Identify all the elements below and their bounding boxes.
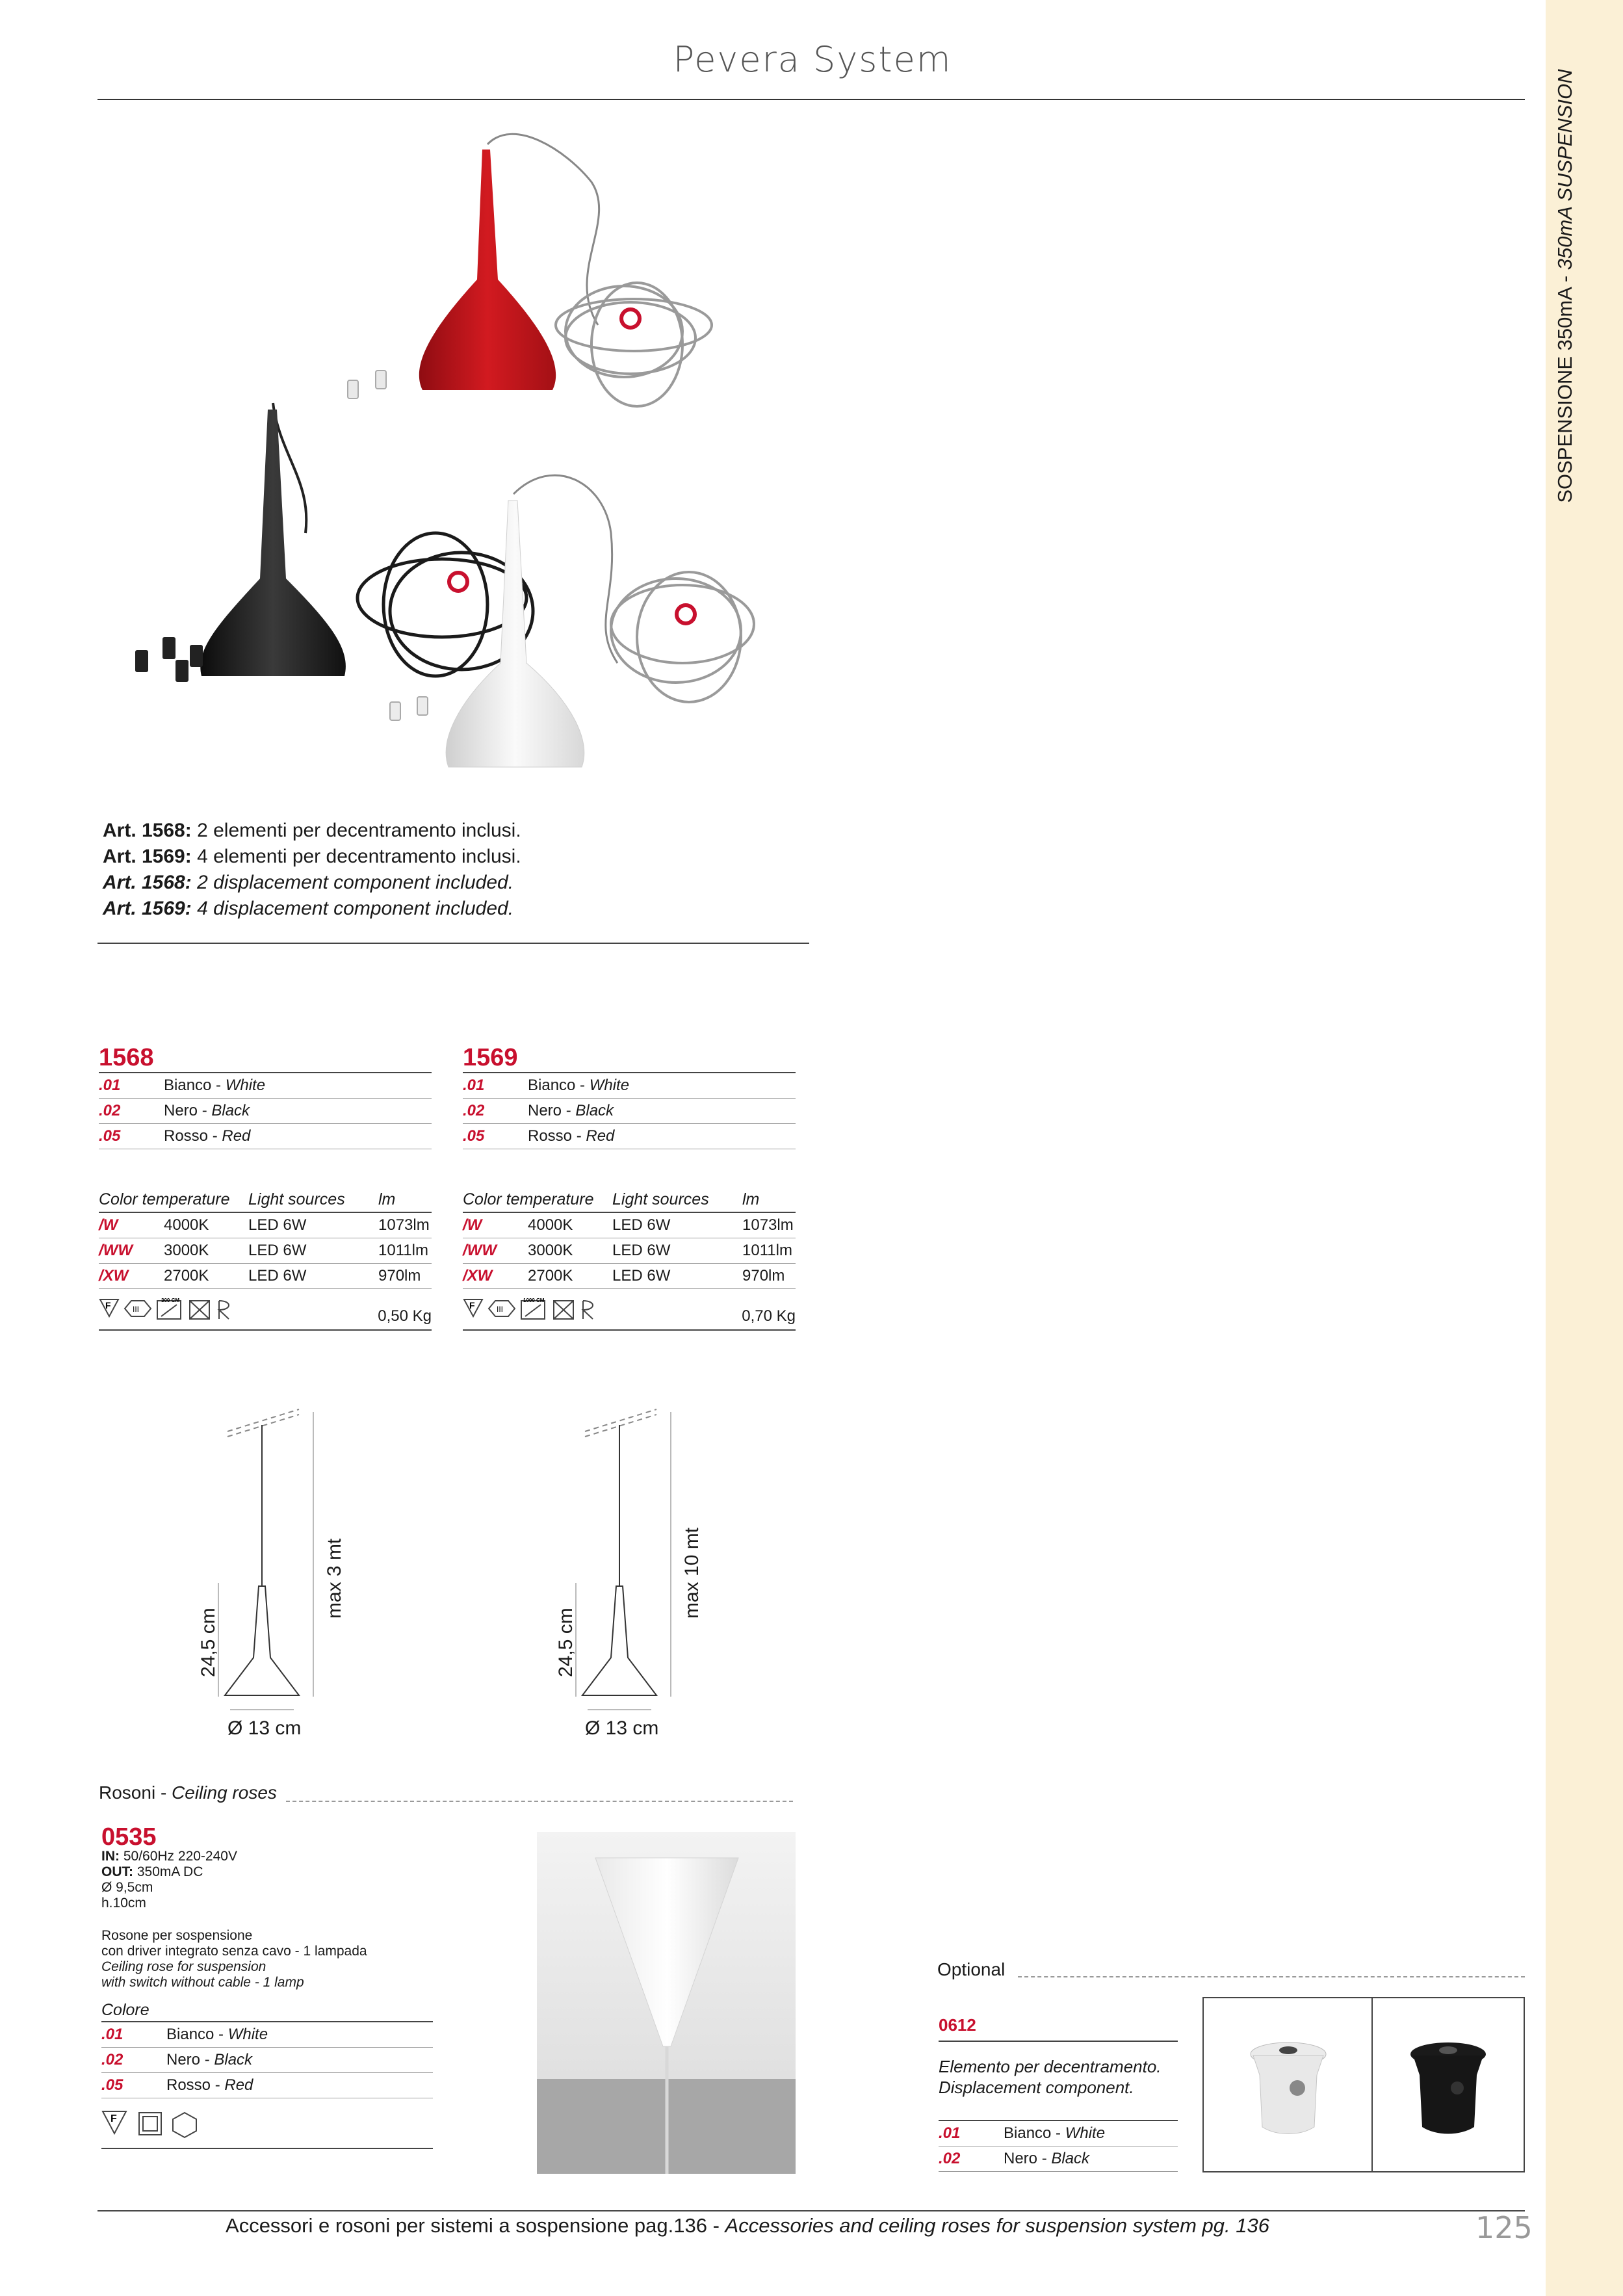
white-displacement-photo bbox=[1202, 1997, 1374, 2172]
spec-diameter: Ø 9,5cm bbox=[101, 1880, 153, 1895]
table-row: .02 Nero - Black bbox=[101, 2048, 433, 2073]
table-row: .05 Rosso - Red bbox=[101, 2073, 433, 2098]
table-row: .01 Bianco - White bbox=[939, 2121, 1178, 2146]
note-line: Art. 1569: 4 displacement component included. bbox=[103, 898, 514, 919]
page-title: Pevera System bbox=[673, 39, 952, 80]
rosoni-section-label: Rosoni - Ceiling roses bbox=[99, 1782, 277, 1803]
product-code: 1569 bbox=[463, 1044, 518, 1071]
black-displacement-photo bbox=[1371, 1997, 1525, 2172]
footer-rule bbox=[97, 2210, 1525, 2211]
svg-text:F: F bbox=[110, 2113, 117, 2124]
cable-length-label: 300 CM bbox=[161, 1298, 180, 1303]
optional-0612 bbox=[939, 2015, 1178, 2172]
dimension-drawing-1568 bbox=[169, 1398, 364, 1742]
product-code: 0535 bbox=[101, 1823, 157, 1851]
article-notes bbox=[103, 818, 818, 922]
color-table bbox=[939, 2121, 1178, 2172]
table-row: .02 Nero - Black bbox=[939, 2146, 1178, 2172]
dimension-drawing-1569 bbox=[526, 1398, 721, 1742]
table-row: .05 Rosso - Red bbox=[99, 1124, 432, 1149]
table-row: .01 Bianco - White bbox=[99, 1073, 432, 1099]
dim-height-label: 24,5 cm bbox=[198, 1608, 219, 1677]
desc-en: Ceiling rose for suspension bbox=[101, 1959, 266, 1974]
dim-height-label: 24,5 cm bbox=[555, 1608, 577, 1677]
certification-icons bbox=[101, 2110, 231, 2140]
note-line: Art. 1568: 2 elementi per decentramento inclusi. bbox=[103, 820, 521, 841]
table-row: /WW 3000K LED 6W 1011lm bbox=[463, 1238, 796, 1264]
product-1568 bbox=[99, 1044, 432, 1331]
ceiling-rose-photo bbox=[537, 1832, 796, 2174]
color-table bbox=[101, 2022, 433, 2098]
certification-icons bbox=[463, 1298, 645, 1324]
optional-rule bbox=[1018, 1976, 1525, 1977]
cable-coil-2 bbox=[611, 572, 754, 702]
black-lamp bbox=[200, 403, 346, 676]
svg-text:III: III bbox=[497, 1305, 504, 1314]
svg-text:F: F bbox=[105, 1300, 111, 1311]
product-photo bbox=[97, 130, 799, 787]
table-row: /XW 2700K LED 6W 970lm bbox=[99, 1264, 432, 1289]
svg-text:F: F bbox=[469, 1300, 475, 1311]
table-row: .05 Rosso - Red bbox=[463, 1124, 796, 1149]
desc-it: Elemento per decentramento. bbox=[939, 2057, 1162, 2076]
desc-it: Rosone per sospensione bbox=[101, 1928, 253, 1943]
note-line: Art. 1568: 2 displacement component included. bbox=[103, 872, 514, 893]
color-table bbox=[99, 1073, 432, 1149]
table-row: /W 4000K LED 6W 1073lm bbox=[99, 1212, 432, 1238]
intro-rule bbox=[97, 943, 809, 944]
cert-row bbox=[101, 2098, 433, 2149]
desc-en: Displacement component. bbox=[939, 2078, 1134, 2097]
table-header: Color temperature Light sources lm bbox=[99, 1187, 432, 1212]
product-code: 0612 bbox=[939, 2015, 1178, 2042]
svg-text:III: III bbox=[133, 1305, 140, 1314]
spec-in: IN: 50/60Hz 220-240V bbox=[101, 1849, 237, 1864]
cable-coil bbox=[556, 283, 712, 406]
rosone-0535 bbox=[101, 1825, 433, 2149]
table-row: /W 4000K LED 6W 1073lm bbox=[463, 1212, 796, 1238]
weight: 0,50 Kg bbox=[378, 1307, 432, 1325]
cable-length-label: 1000 CM bbox=[523, 1298, 545, 1303]
spec-out: OUT: 350mA DC bbox=[101, 1864, 203, 1879]
footer-text: Accessori e rosoni per sistemi a sospensione pag.136 - Accessories and ceiling roses for suspension system pg. 136 bbox=[226, 2214, 1269, 2237]
page-number: 125 bbox=[1475, 2210, 1533, 2245]
cert-row bbox=[99, 1289, 432, 1331]
table-row: /XW 2700K LED 6W 970lm bbox=[463, 1264, 796, 1289]
header-rule bbox=[97, 99, 1525, 100]
desc-it: con driver integrato senza cavo - 1 lampada bbox=[101, 1944, 367, 1959]
note-line: Art. 1569: 4 elementi per decentramento inclusi. bbox=[103, 846, 521, 867]
optional-label: Optional bbox=[937, 1959, 1006, 1979]
dim-diameter-label: Ø 13 cm bbox=[227, 1717, 302, 1739]
table-header: Color temperature Light sources lm bbox=[463, 1187, 796, 1212]
black-pegs bbox=[135, 637, 203, 682]
spec-table bbox=[463, 1187, 796, 1289]
weight: 0,70 Kg bbox=[742, 1307, 796, 1325]
sidebar-label: SOSPENSIONE 350mA - 350mA SUSPENSION bbox=[1553, 69, 1576, 503]
color-table bbox=[463, 1073, 796, 1149]
table-row: .01 Bianco - White bbox=[101, 2022, 433, 2048]
dim-length-label: max 3 mt bbox=[324, 1538, 345, 1619]
dim-length-label: max 10 mt bbox=[681, 1527, 703, 1619]
cert-row bbox=[463, 1289, 796, 1331]
rosoni-rule bbox=[286, 1801, 793, 1802]
spec-table bbox=[99, 1187, 432, 1289]
certification-icons bbox=[99, 1298, 281, 1324]
white-pegs-top bbox=[348, 371, 386, 398]
table-row: .01 Bianco - White bbox=[463, 1073, 796, 1099]
spec-height: h.10cm bbox=[101, 1896, 146, 1911]
dim-diameter-label: Ø 13 cm bbox=[585, 1717, 659, 1739]
desc-en: with switch without cable - 1 lamp bbox=[101, 1975, 304, 1990]
table-row: .02 Nero - Black bbox=[463, 1099, 796, 1124]
table-row: .02 Nero - Black bbox=[99, 1099, 432, 1124]
table-row: /WW 3000K LED 6W 1011lm bbox=[99, 1238, 432, 1264]
product-1569 bbox=[463, 1044, 796, 1331]
white-pegs-bottom bbox=[390, 697, 428, 720]
colore-label: Colore bbox=[101, 2001, 433, 2022]
product-code: 1568 bbox=[99, 1044, 154, 1071]
